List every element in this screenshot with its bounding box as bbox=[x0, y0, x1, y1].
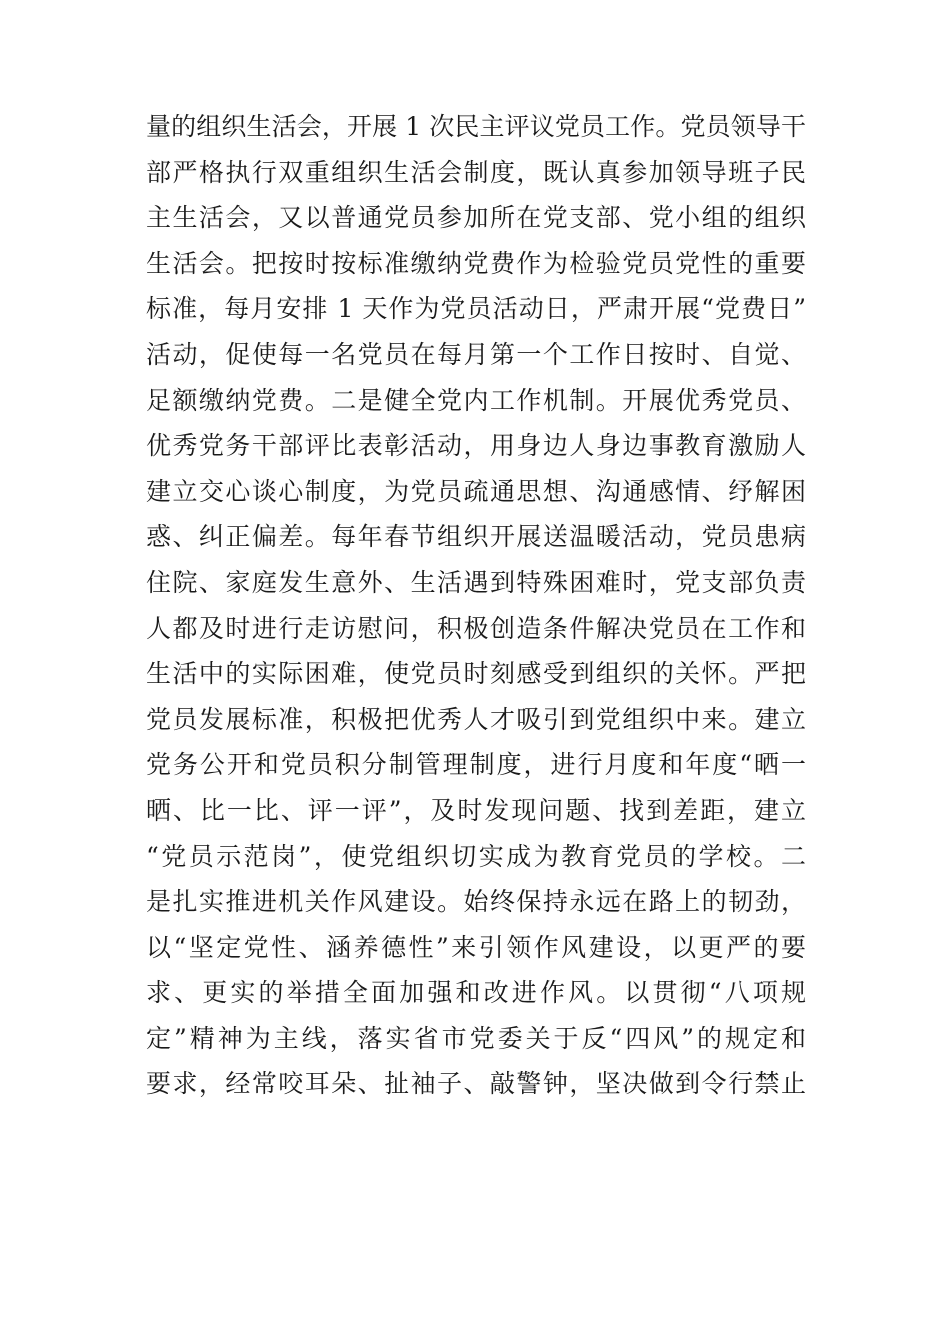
text-line: 是扎实推进机关作风建设。始终保持永远在路上的韧劲， bbox=[146, 887, 806, 917]
text-line: 量的组织生活会，开展 1 次民主评议党员工作。党员领导干 bbox=[146, 112, 806, 141]
text-line: 建立交心谈心制度，为党员疏通思想、沟通感情、纾解困 bbox=[146, 476, 806, 506]
text-line: 要求，经常咬耳朵、扯袖子、敲警钟，坚决做到令行禁止 bbox=[146, 1069, 806, 1099]
text-line: 部严格执行双重组织生活会制度，既认真参加领导班子民 bbox=[146, 157, 806, 187]
text-line: 晒、比一比、评一评”，及时发现问题、找到差距，建立 bbox=[146, 795, 806, 825]
text-line: 求、更实的举措全面加强和改进作风。以贯彻“八项规 bbox=[146, 978, 806, 1008]
text-line: 生活中的实际困难，使党员时刻感受到组织的关怀。严把 bbox=[146, 659, 806, 689]
text-line: 住院、家庭发生意外、生活遇到特殊困难时，党支部负责 bbox=[146, 567, 806, 597]
text-line: 主生活会，又以普通党员参加所在党支部、党小组的组织 bbox=[146, 203, 806, 233]
text-line: 人都及时进行走访慰问，积极创造条件解决党员在工作和 bbox=[146, 613, 806, 643]
text-line: 标准，每月安排 1 天作为党员活动日，严肃开展“党费日” bbox=[146, 294, 806, 324]
text-line: 惑、纠正偏差。每年春节组织开展送温暖活动，党员患病 bbox=[146, 522, 806, 552]
text-line: 定”精神为主线，落实省市党委关于反“四风”的规定和 bbox=[146, 1023, 806, 1053]
text-line: 生活会。把按时按标准缴纳党费作为检验党员党性的重要 bbox=[146, 248, 806, 278]
text-line: 党务公开和党员积分制管理制度，进行月度和年度“晒一 bbox=[146, 750, 806, 780]
text-line: 以“坚定党性、涵养德性”来引领作风建设，以更严的要 bbox=[146, 932, 806, 962]
text-line: 活动，促使每一名党员在每月第一个工作日按时、自觉、 bbox=[146, 339, 806, 369]
text-line: 优秀党务干部评比表彰活动，用身边人身边事教育激励人 bbox=[146, 431, 806, 461]
text-line: “党员示范岗”，使党组织切实成为教育党员的学校。二 bbox=[146, 841, 806, 871]
text-line: 足额缴纳党费。二是健全党内工作机制。开展优秀党员、 bbox=[146, 385, 806, 415]
body-text bbox=[146, 104, 806, 1107]
text-line: 党员发展标准，积极把优秀人才吸引到党组织中来。建立 bbox=[146, 704, 806, 734]
